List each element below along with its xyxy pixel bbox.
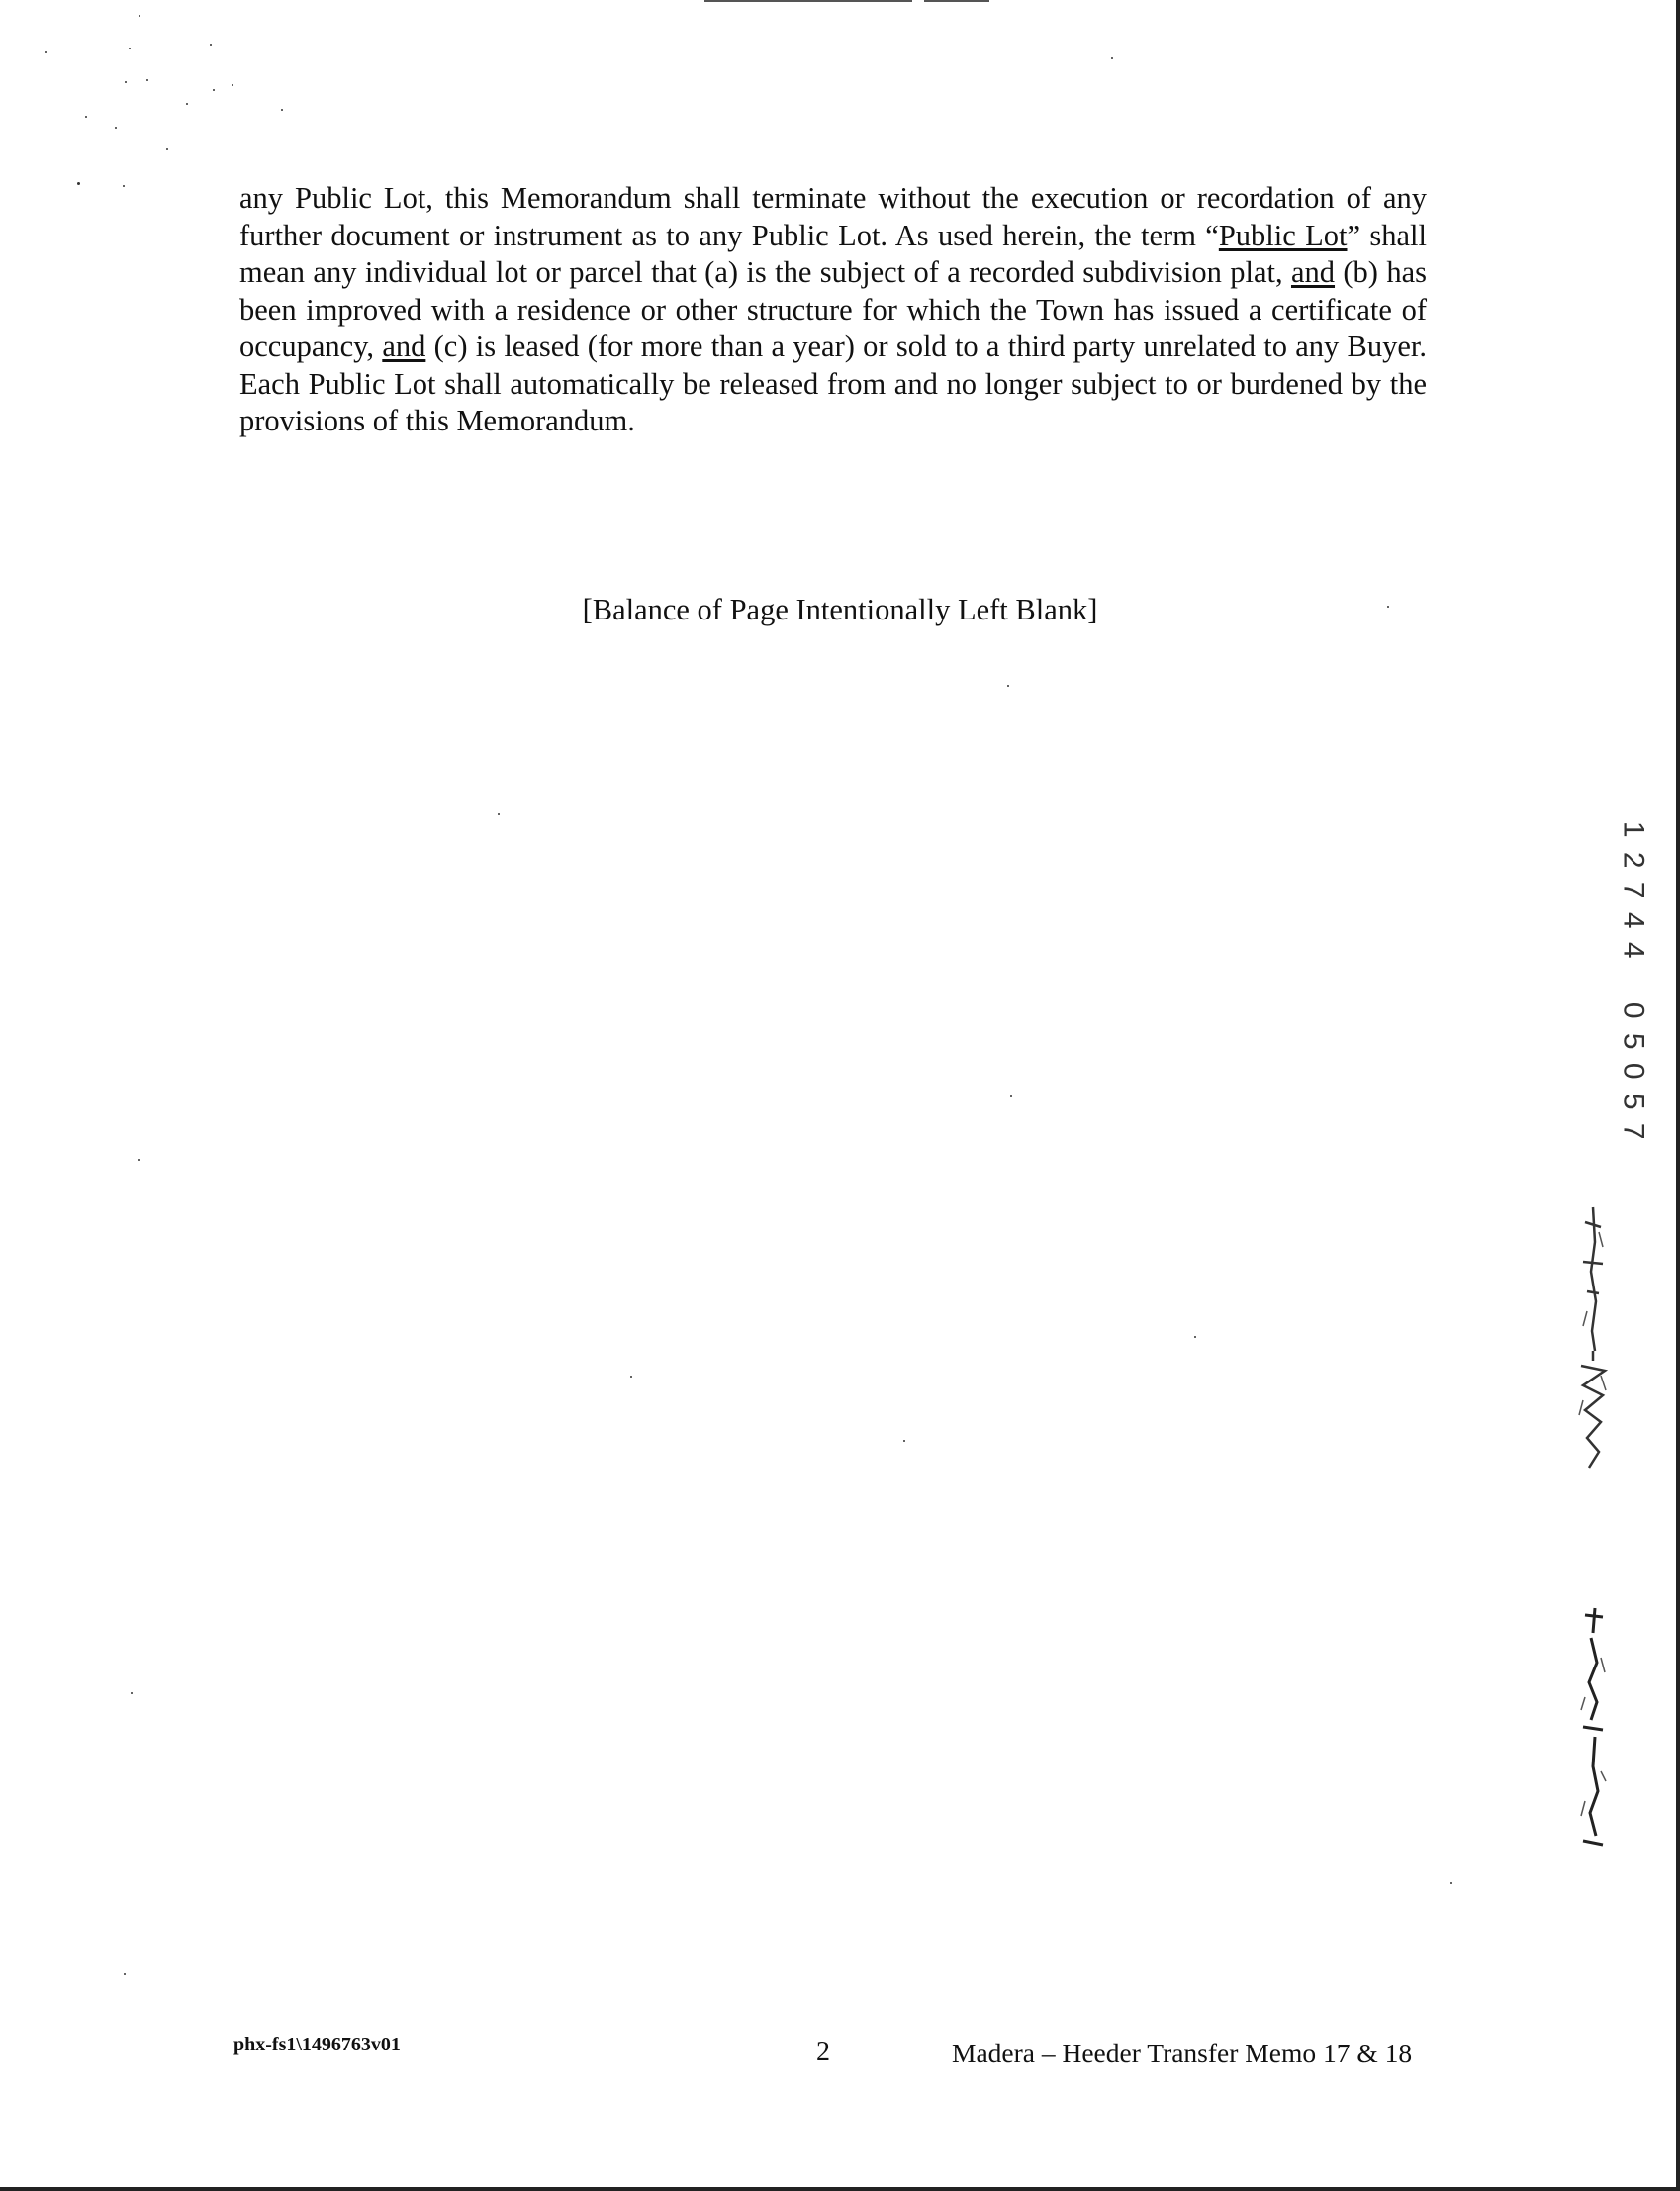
footer-document-id: phx-fs1\1496763v01 [233,2034,401,2055]
scan-speck [166,148,168,150]
scan-speck [903,1440,905,1442]
scan-speck [125,81,127,83]
footer-page-number: 2 [816,2037,830,2067]
underlined-and: and [1290,255,1336,289]
paragraph-text-part2: ” shall mean any individual lot or parcel that (a) is the subject of a recorded subdivision plat, [239,218,1427,289]
paragraph-text [239,180,1427,440]
scan-speck [131,1692,133,1694]
scan-speck [210,44,212,46]
scan-speck [1111,57,1113,59]
scan-edge-right [1676,0,1680,2191]
scan-speck [45,51,47,53]
recording-number-char: 4 [1617,911,1650,929]
recording-number-char: 0 [1617,1062,1650,1080]
handwritten-mark-upper [1573,1202,1613,1475]
scan-speck [630,1376,632,1378]
scan-speck [1450,1882,1452,1884]
scan-speck [146,79,148,81]
recording-number-char: 5 [1617,1093,1650,1110]
scan-speck [1007,685,1009,687]
balance-left-blank-note: [Balance of Page Intentionally Left Blank] [582,593,1098,626]
scan-speck [124,1973,126,1975]
recording-number-char: 2 [1617,851,1650,869]
scan-speck [85,116,87,118]
scan-speck [281,109,283,111]
scan-speck [139,15,140,17]
scan-speck [1194,1336,1196,1338]
footer-document-title: Madera – Heeder Transfer Memo 17 & 18 [952,2038,1413,2068]
scan-speck [129,48,131,49]
paragraph-text-part3: (b) has been improved with a residence or other structure for which the Town has issued a certificate of occupancy, [239,255,1427,363]
recording-number-char: 7 [1617,881,1650,899]
handwritten-mark-lower [1573,1603,1613,1851]
scan-speck [77,182,80,185]
recording-number-stamp [1613,814,1652,1147]
paragraph-text-part4: (c) is leased (for more than a year) or sold to a third party unrelated to any Buyer. Each Public Lot shall automatically be released from and no longer subject to or burdened by the provisions of this Memorandum. [239,330,1428,437]
recording-number-char: 0 [1617,1001,1650,1019]
scan-speck [213,89,215,91]
memorandum-paragraph [239,180,1427,440]
recording-number-char: 7 [1617,1122,1650,1140]
scan-edge-bottom [0,2187,1680,2191]
scan-speck [1010,1096,1012,1097]
scan-top-marks [704,0,991,2]
scan-speck [123,185,125,187]
scan-speck [498,813,500,815]
recording-number-char: 4 [1617,941,1650,959]
scan-speck [138,1159,140,1161]
recording-number-chars [1613,814,1652,1147]
paragraph-text-part1: any Public Lot, this Memorandum shall terminate without the execution or recordation of any further document or instrument as to any Public Lot. As used herein, the term “ [239,181,1427,252]
defined-term-public-lot: Public Lot [1218,218,1348,252]
underlined-and: and [382,330,426,363]
scan-speck [115,127,117,129]
scan-speck [232,84,233,86]
recording-number-char: 1 [1617,820,1650,838]
scan-speck [186,103,188,105]
recording-number-char: 5 [1617,1032,1650,1050]
